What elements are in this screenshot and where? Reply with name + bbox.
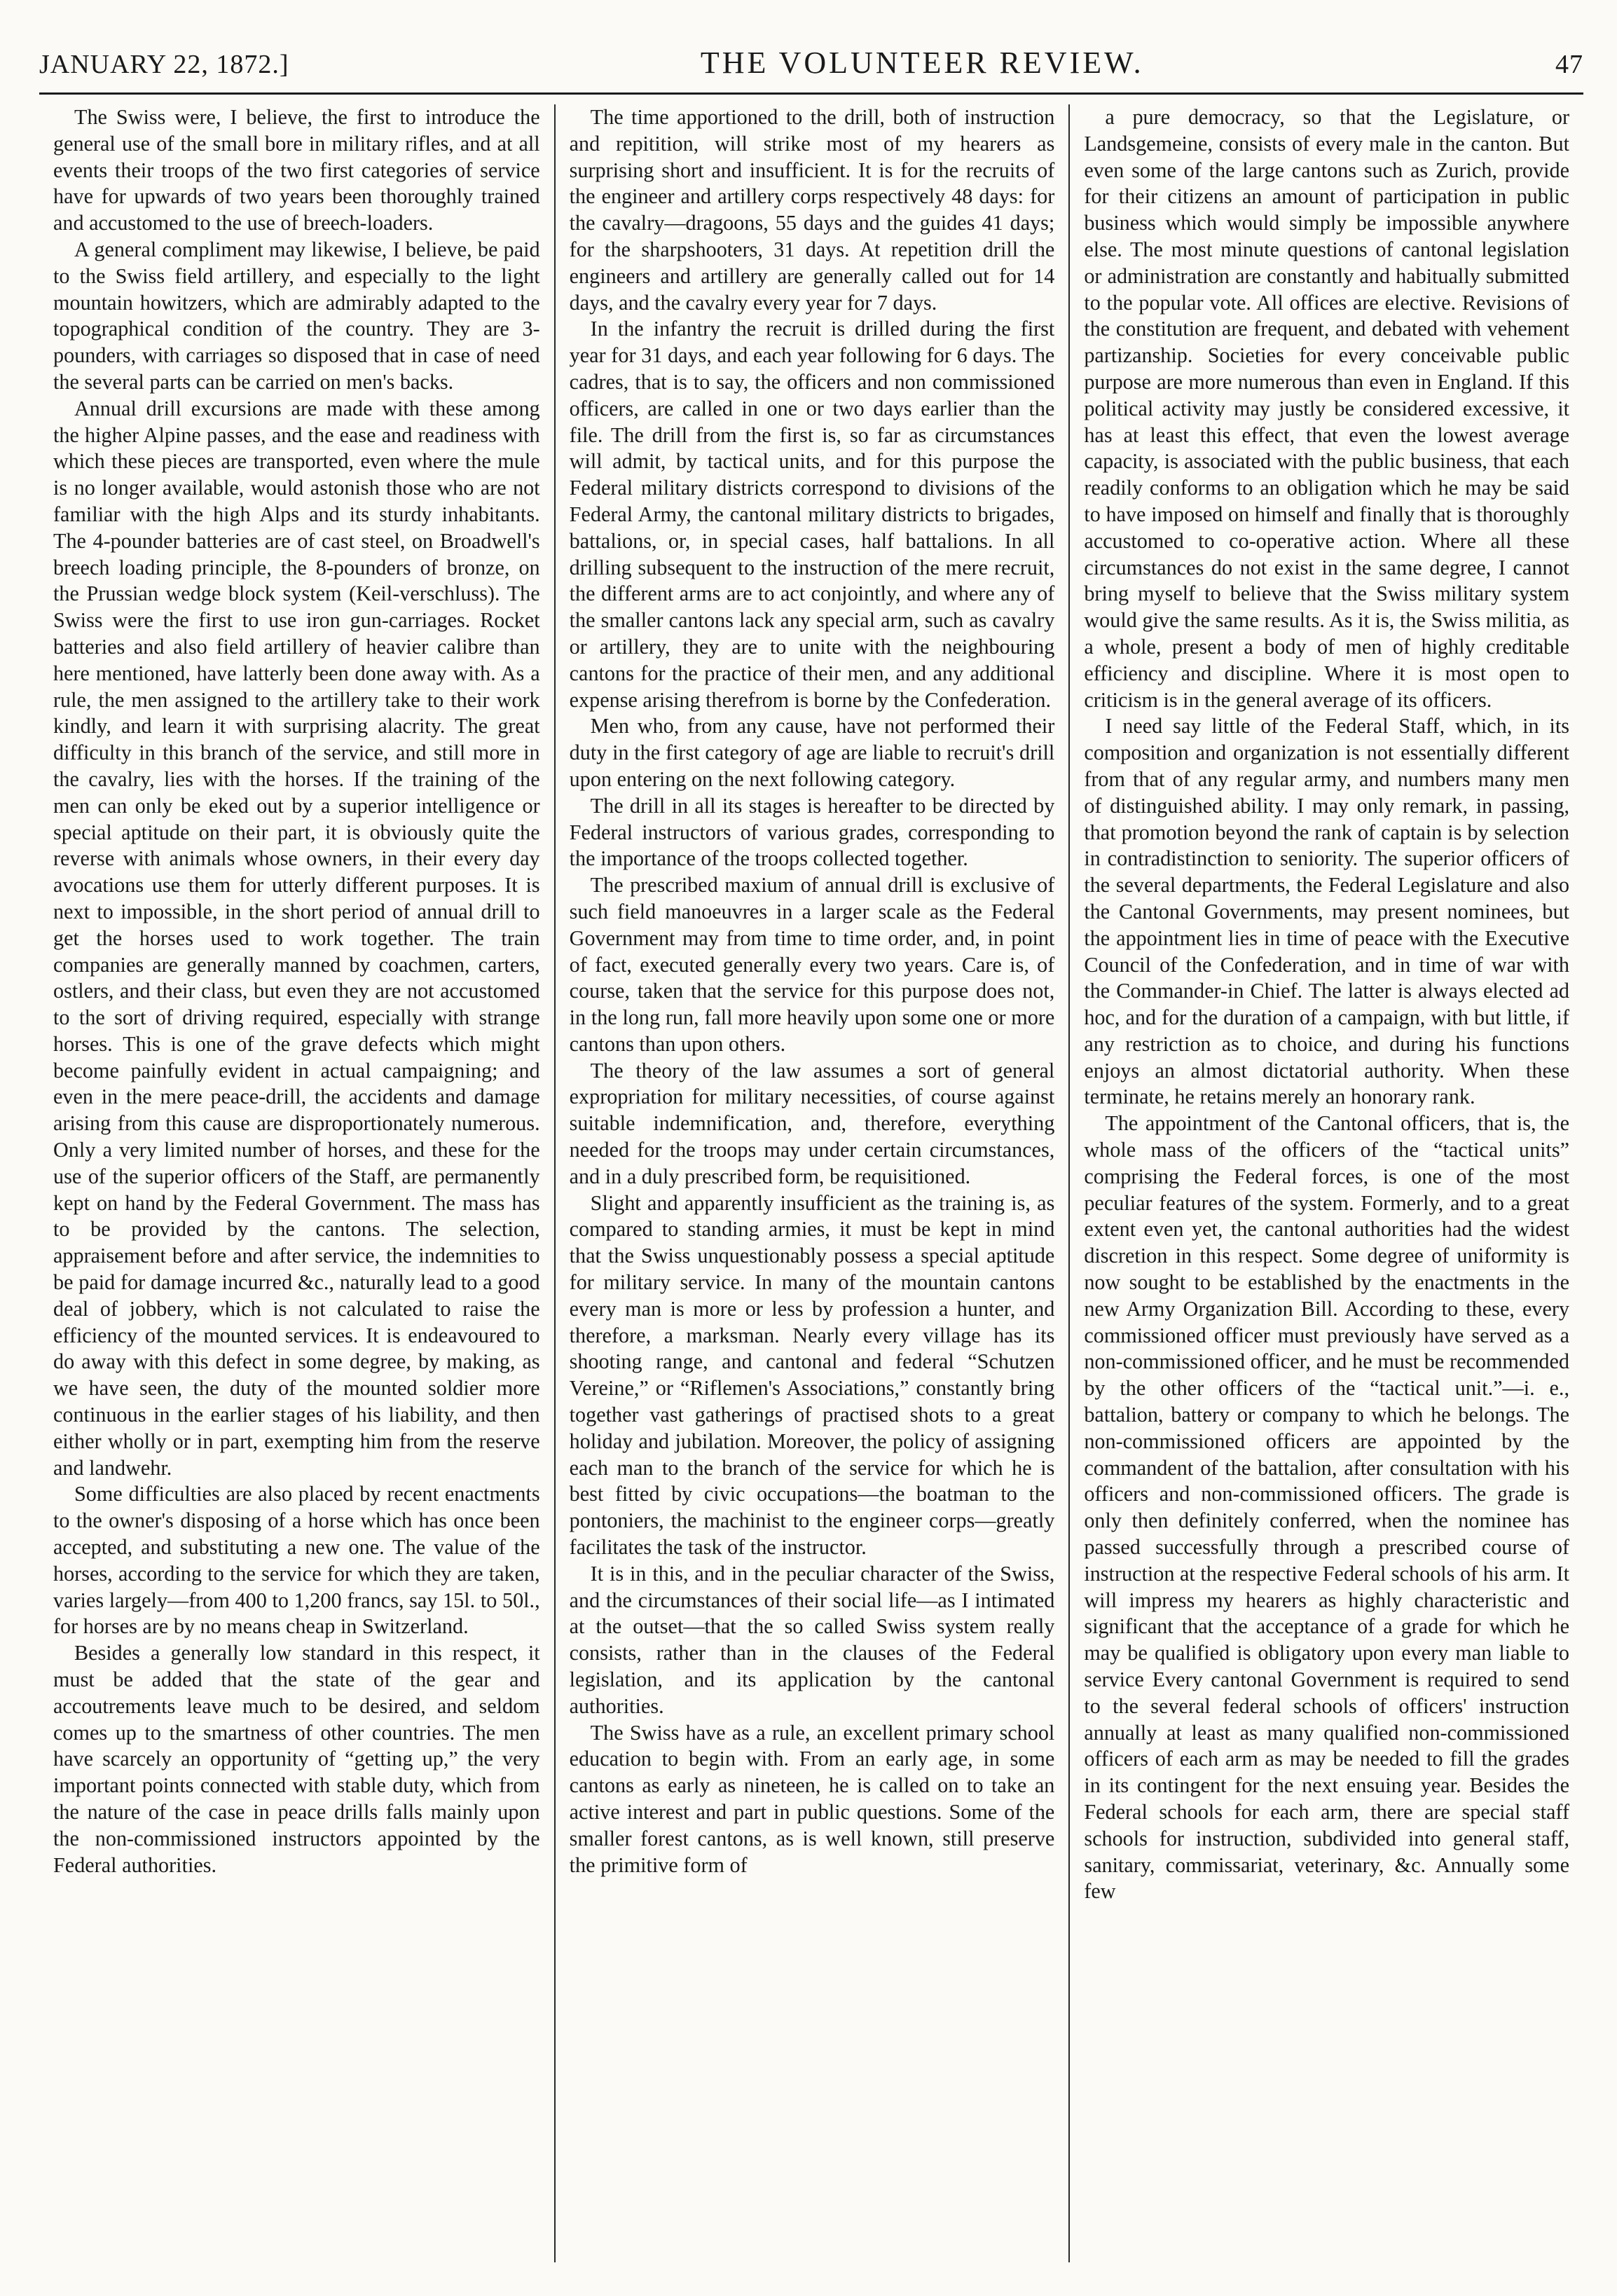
paragraph: The theory of the law assumes a sort of general expropriation for military necessities, of course against suitable indemnification, and, therefore, everything needed for the troops may under certain circumstances, and in a duly prescribed form, be requisitioned.: [569, 1058, 1055, 1188]
paragraph: The Swiss have as a rule, an excellent primary school education to begin with. From an early age, in some cantons as early as nineteen, he is called on to take an active interest and part in public questions. Some of the smaller forest cantons, as is well known, still preserve the primitive form of: [569, 1720, 1055, 1877]
paragraph: The Swiss were, I believe, the first to introduce the general use of the small bore in military rifles, and at all events their troops of the two first categories of service have for upwards of two years been thoroughly trained and accustomed to the use of breech-loaders.: [53, 105, 540, 235]
paragraph: I need say little of the Federal Staff, which, in its composition and organization is not essentially different from that of any regular army, and numbers many men of distinguished ability. I may only remark, in passing, that promotion beyond the rank of captain is by selection in contradistinction to seniority. The superior officers of the several departments, the Federal Legislature and also the Cantonal Governments, may present nominees, but the appointment lies in time of peace with the Executive Council of the Confederation, and in time of war with the Commander-in Chief. The latter is always elected ad hoc, and for the duration of a campaign, with but little, if any restriction as to choice, and during his functions enjoys an almost dictatorial authority. When these terminate, he retains merely an honorary rank.: [1084, 714, 1569, 1109]
paragraph: It is in this, and in the peculiar character of the Swiss, and the circumstances of their social life—as I intimated at the outset—that the so called Swiss system really consists, rather than in the clauses of the Federal legislation, and its application by the cantonal authorities.: [569, 1561, 1055, 1718]
publication-title: THE VOLUNTEER REVIEW.: [700, 46, 1144, 80]
paragraph: Annual drill excursions are made with these among the higher Alpine passes, and the ease and readiness with which these pieces are transported, even where the mule is no longer available, would astonish those who are not familiar with the high Alps and its sturdy inhabitants. The 4-pounder batteries are of cast steel, on Broadwell's breech loading principle, the 8-pounders of bronze, on the Prussian wedge block system (Keil-verschluss). The Swiss were the first to use iron gun-carriages. Rocket batteries and also field artillery of heavier calibre than here mentioned, have latterly been done away with. As a rule, the men assigned to the artillery take to their work kindly, and learn it with surprising alacrity. The great difficulty in this branch of the service, and still more in the cavalry, lies with the horses. If the training of the men can only be eked out by a superior intelligence or special aptitude on their part, it is obviously quite the reverse with animals whose owners, in their every day avocations use them for utterly different purposes. It is next to impossible, in the short period of annual drill to get the horses used to work together. The train companies are generally manned by coachmen, carters, ostlers, and their class, but even they are not accustomed to the sort of driving required, especially with strange horses. This is one of the grave defects which might become painfully evident in actual campaigning; and even in the mere peace-drill, the accidents and damage arising from this cause are disproportionately numerous. Only a very limited number of horses, and these for the use of the superior officers of the Staff, are permanently kept on hand by the Federal Government. The mass has to be provided by the cantons. The selection, appraisement before and after service, the indemnities to be paid for damage incurred &c., naturally lead to a good deal of jobbery, which is not calculated to raise the efficiency of the mounted services. It is endeavoured to do away with this defect in some degree, by making, as we have seen, the duty of the mounted soldier more continuous in the earlier stages of his liability, and then either wholly or in part, exempting him from the reserve and landwehr.: [53, 396, 540, 1480]
issue-date: JANUARY 22, 1872.]: [39, 50, 289, 79]
paragraph: a pure democracy, so that the Legislature, or Landsgemeine, consists of every male in the canton. But even some of the large cantons such as Zurich, provide for their citizens an amount of participation in public business which would simply be impossible anywhere else. The most minute questions of cantonal legislation or administration are constantly and habitually submitted to the popular vote. All offices are elective. Revisions of the constitution are frequent, and debated with vehement partizanship. Societies for every conceivable public purpose are more numerous than even in England. If this political activity may justly be considered excessive, it has at least this effect, that even the lowest average capacity, is associated with the public business, that each readily conforms to an obligation which he may be said to have imposed on himself and finally that is thoroughly accustomed to co-operative action. Where all these circumstances do not exist in the same degree, I cannot bring myself to believe that the Swiss military system would give the same results. As it is, the Swiss militia, as a whole, present a body of men of highly creditable efficiency and discipline. Where it is most open to criticism is in the general average of its officers.: [1084, 105, 1569, 712]
running-head: [39, 45, 1583, 87]
article-columns: [39, 104, 1583, 2262]
paragraph: Men who, from any cause, have not performed their duty in the first category of age are liable to recruit's drill upon entering on the next following category.: [569, 714, 1055, 791]
paragraph: The prescribed maxium of annual drill is exclusive of such field manoeuvres in a larger scale as the Federal Government may from time to time order, and, in point of fact, executed generally every two years. Care is, of course, taken that the service for this purpose does not, in the long run, fall more heavily upon some one or more cantons than upon others.: [569, 873, 1055, 1056]
paragraph: Slight and apparently insufficient as the training is, as compared to standing armies, it must be kept in mind that the Swiss unquestionably possess a special aptitude for military service. In many of the mountain cantons every man is more or less by profession a hunter, and therefore, a marksman. Nearly every village has its shooting range, and cantonal and federal “Schutzen Vereine,” or “Riflemen's Associations,” constantly bring together vast gatherings of practised shots to a great holiday and jubilation. Moreover, the policy of assigning each man to the branch of the service for which he is best fitted by civic occupations—the boatman to the pontoniers, the machinist to the engineer corps—greatly facilitates the task of the instructor.: [569, 1190, 1055, 1560]
paragraph: A general compliment may likewise, I believe, be paid to the Swiss field artillery, and especially to the light mountain howitzers, which are admirably adapted to the topographical condition of the country. They are 3-pounders, with carriages so disposed that in case of need the several parts can be carried on men's backs.: [53, 237, 540, 394]
paragraph: Some difficulties are also placed by recent enactments to the owner's disposing of a horse which has once been accepted, and substituting a new one. The value of the horses, according to the service for which they are taken, varies largely—from 400 to 1,200 francs, say 15l. to 50l., for horses are by no means cheap in Switzerland.: [53, 1482, 540, 1639]
page-number: 47: [1555, 50, 1583, 79]
header-rule: [39, 92, 1583, 95]
paragraph: Besides a generally low standard in this respect, it must be added that the state of the gear and accoutrements leave much to be desired, and seldom comes up to the smartness of other countries. The men have scarcely an opportunity of “getting up,” the very important points connected with stable duty, which from the nature of the case in peace drills falls mainly upon the non-commissioned instructors appointed by the Federal authorities.: [53, 1641, 540, 1877]
paragraph: The appointment of the Cantonal officers, that is, the whole mass of the officers of the “tactical units” comprising the Federal forces, is one of the most peculiar features of the system. Formerly, and to a great extent even yet, the cantonal authorities had the widest discretion in this respect. Some degree of uniformity is now sought to be established by the enactments in the new Army Organization Bill. According to these, every commissioned officer must previously have served as a non-commissioned officer, and he must be recommended by the other officers of the “tactical unit.”—i. e., battalion, battery or company to which he belongs. The non-commissioned officers are appointed by the commandent of the battalion, after consultation with his officers and non-commissioned officers. The grade is only then definitely conferred, when the nominee has passed successfully through a prescribed course of instruction at the respective Federal schools of his arm. It will impress my hearers as highly characteristic and significant that the acceptance of a grade for which he may be qualified is obligatory upon every man liable to service Every cantonal Government is required to send to the several federal schools of officers' instruction annually at least as many qualified non-commissioned officers of each arm as may be needed to fill the grades in its contingent for the next ensuing year. Besides the Federal schools for each arm, there are special staff schools for instruction, subdivided into general staff, sanitary, commissariat, veterinary, &c. Annually some few: [1084, 1111, 1569, 1904]
paragraph: The drill in all its stages is hereafter to be directed by Federal instructors of various grades, corresponding to the importance of the troops collected together.: [569, 793, 1055, 871]
paragraph: The time apportioned to the drill, both of instruction and repitition, will strike most of my hearers as surprising short and insufficient. It is for the recruits of the engineer and artillery corps respectively 48 days: for the cavalry—dragoons, 55 days and the guides 41 days; for the sharpshooters, 31 days. At repetition drill the engineers and artillery are generally called out for 14 days, and the cavalry every year for 7 days.: [569, 105, 1055, 315]
column-2: [554, 104, 1069, 2262]
paragraph: In the infantry the recruit is drilled during the first year for 31 days, and each year following for 6 days. The cadres, that is to say, the officers and non commissioned officers, are called in one or two days earlier than the file. The drill from the first is, so far as circumstances will admit, by tactical units, and for this purpose the Federal military districts correspond to divisions of the Federal Army, the cantonal military districts to brigades, battalions, or, in special cases, half battalions. In all drilling subsequent to the instruction of the mere recruit, the different arms are to act conjointly, and where any of the smaller cantons lack any special arm, such as cavalry or artillery, they are to unite with the neighbouring cantons for the practice of their men, and any additional expense arising therefrom is borne by the Confederation.: [569, 317, 1055, 712]
column-1: [39, 104, 554, 2262]
column-3: [1068, 104, 1583, 2262]
